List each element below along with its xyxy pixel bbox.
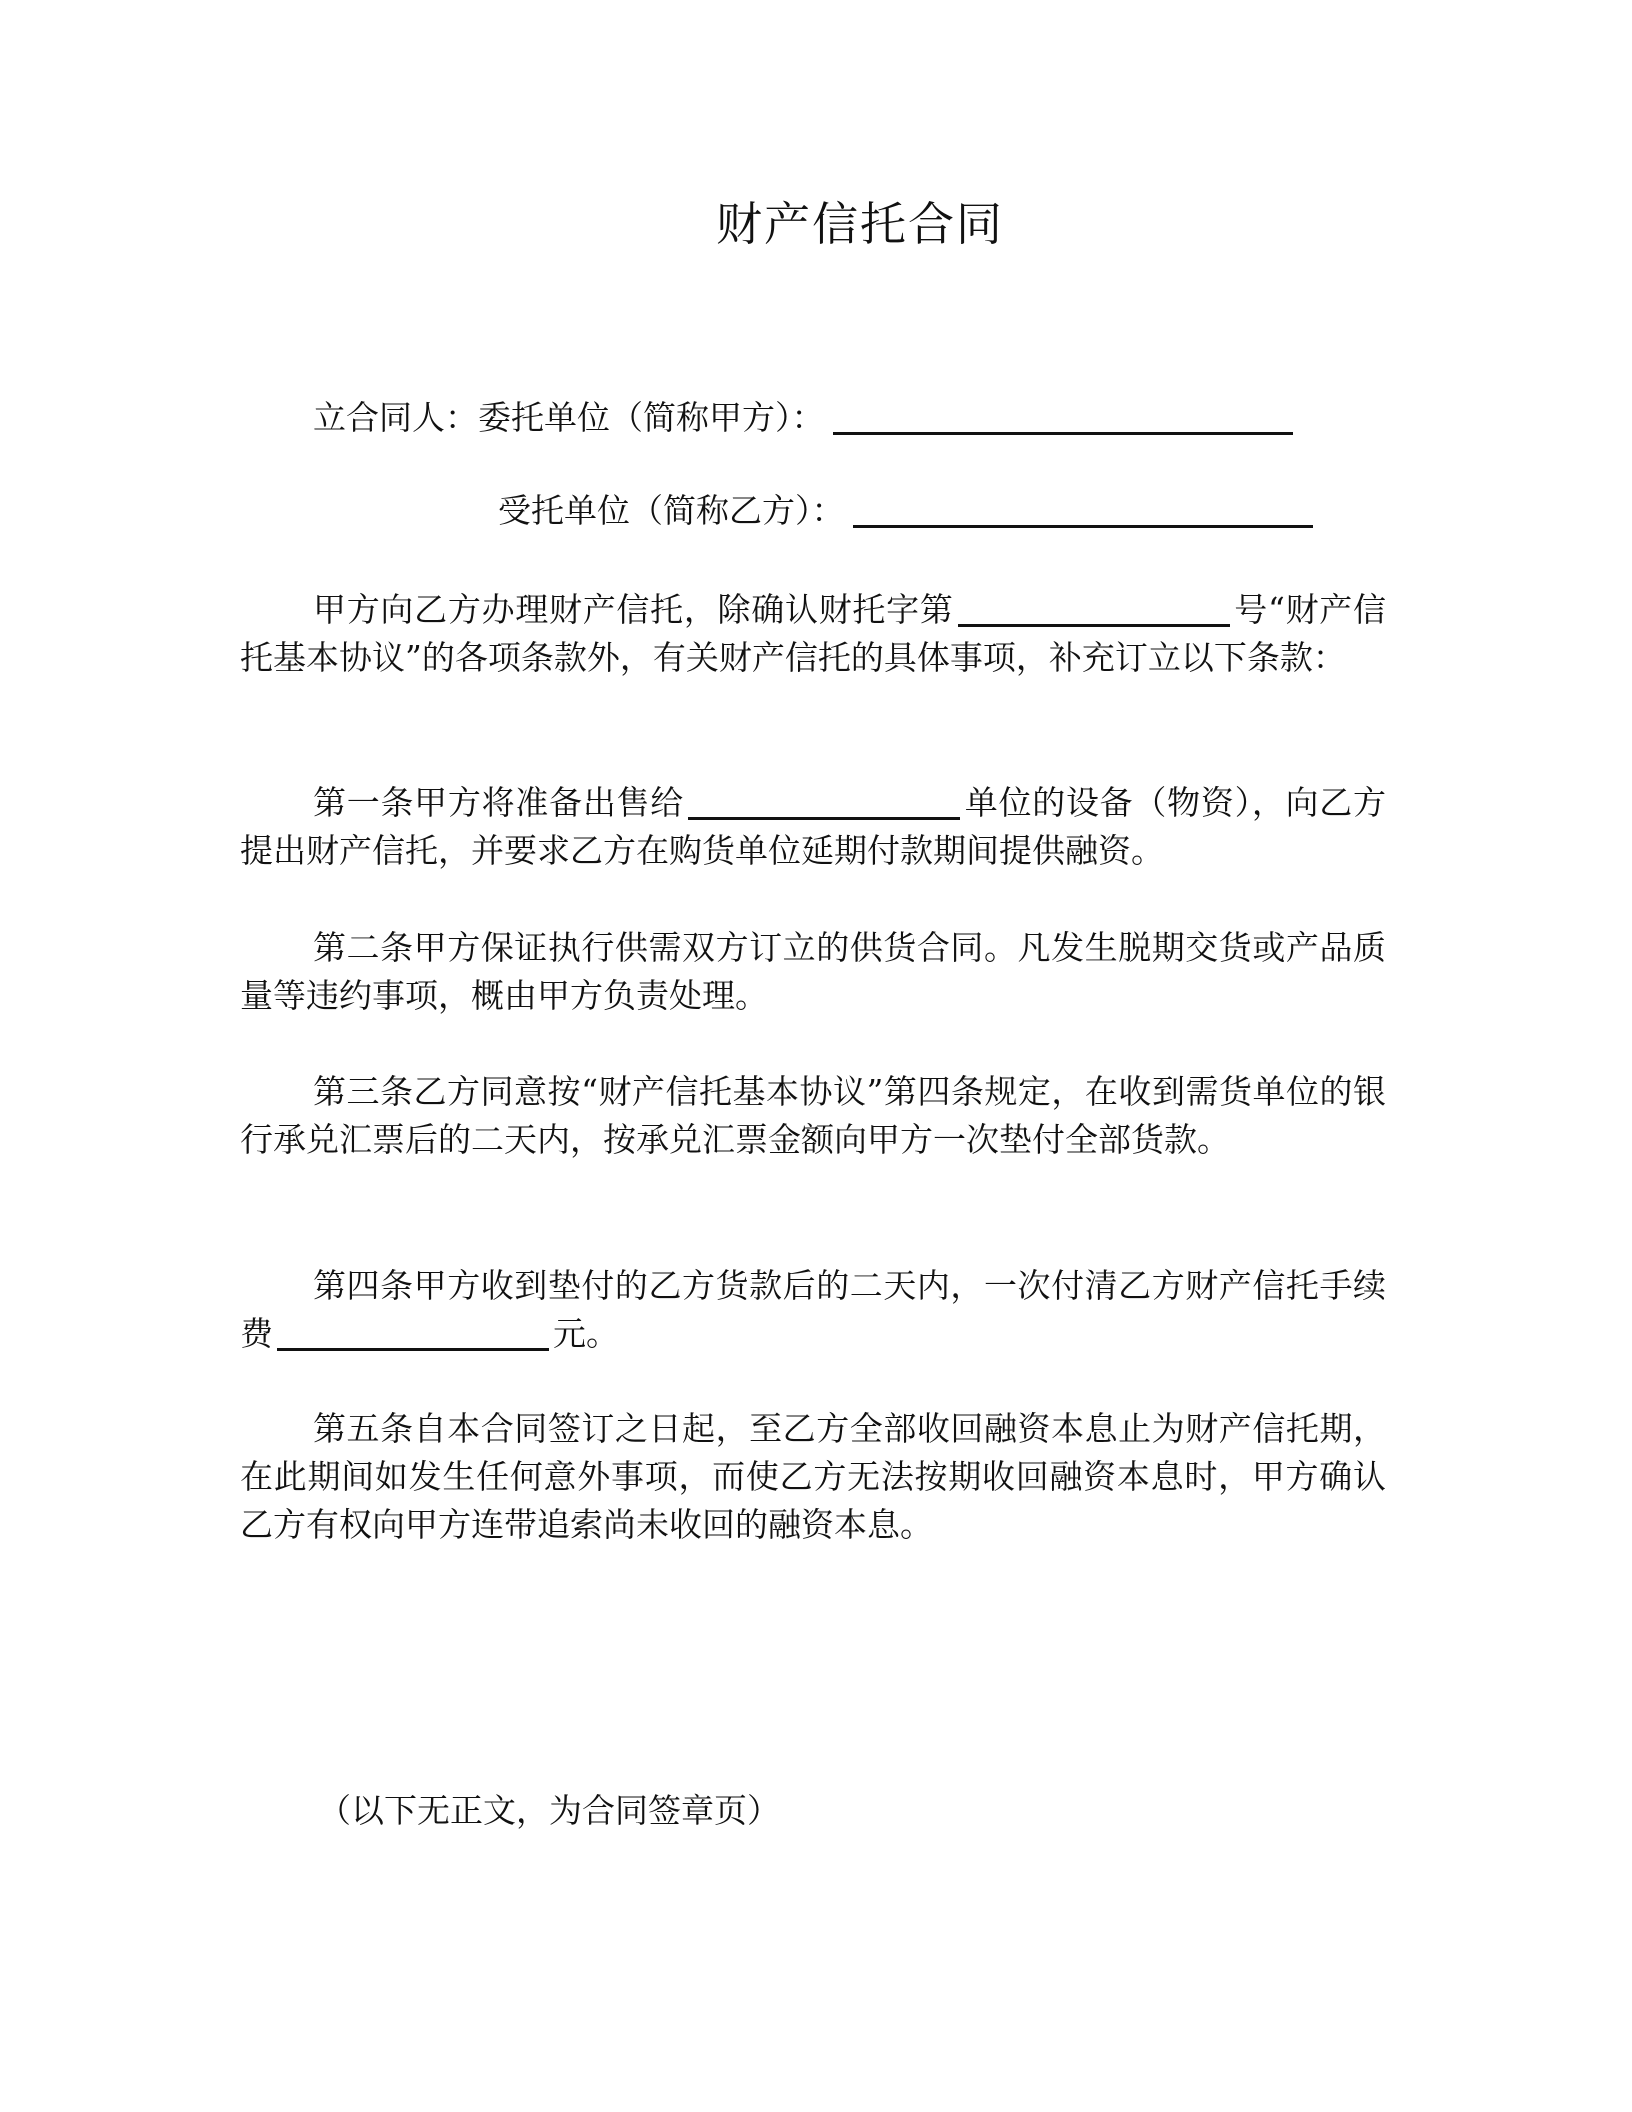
article-4-text-after: 元。: [553, 1314, 619, 1353]
article-2-paragraph: 第二条甲方保证执行供需双方订立的供货合同。凡发生脱期交货或产品质量等违约事项，概由甲方负责处理。: [240, 928, 1386, 1015]
article-1-text-before: 第一条甲方将准备出售给: [313, 783, 685, 822]
buyer-unit-blank[interactable]: [688, 816, 960, 820]
article-3-paragraph: 第三条乙方同意按“财产信托基本协议”第四条规定，在收到需货单位的银行承兑汇票后的二天内，按承兑汇票金额向甲方一次垫付全部货款。: [240, 1072, 1386, 1159]
intro-paragraph: [240, 586, 1386, 682]
article-1-paragraph: [240, 779, 1386, 875]
party-a-line: [313, 394, 1293, 442]
agreement-number-blank[interactable]: [958, 623, 1230, 627]
party-b-blank[interactable]: [853, 524, 1313, 528]
party-b-line: [498, 487, 1313, 535]
intro-text-before: 甲方向乙方办理财产信托，除确认财托字第: [313, 590, 954, 629]
article-4-paragraph: [240, 1262, 1386, 1358]
intro-text-after: 号“财产信托基本协议”的各项条款外，有关财产信托的具体事项，补充订立以下条款：: [240, 590, 1387, 677]
document-title: 财产信托合同: [716, 197, 1004, 251]
trust-fee-blank[interactable]: [277, 1347, 549, 1351]
party-b-label: 受托单位（简称乙方）：: [498, 491, 845, 530]
party-a-label: 立合同人：委托单位（简称甲方）：: [313, 398, 825, 437]
closing-note: （以下无正文，为合同签章页）: [318, 1791, 780, 1830]
article-4-text-before: 第四条甲方收到垫付的乙方货款后的二天内，一次付清乙方财产信托手续费: [240, 1266, 1386, 1353]
article-1-text-after: 单位的设备（物资），向乙方提出财产信托，并要求乙方在购货单位延期付款期间提供融资。: [240, 783, 1387, 870]
party-a-blank[interactable]: [833, 431, 1293, 435]
article-5-paragraph: 第五条自本合同签订之日起，至乙方全部收回融资本息止为财产信托期，在此期间如发生任何意外事项，而使乙方无法按期收回融资本息时，甲方确认乙方有权向甲方连带追索尚未收回的融资本息。: [240, 1409, 1386, 1544]
